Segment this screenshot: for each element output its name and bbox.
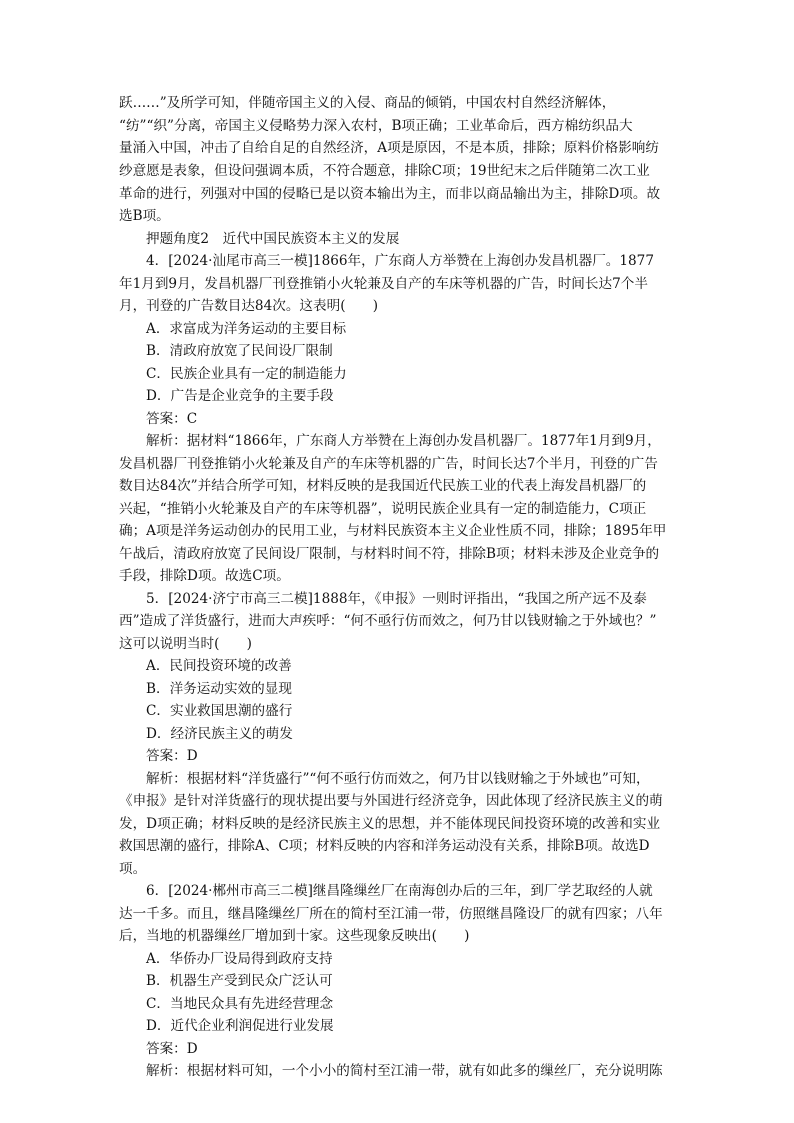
text-line: 救国思潮的盛行，排除A、C项；材料反映的内容和洋务运动没有关系，排除B项。故选D bbox=[119, 838, 650, 854]
text-line: 数目达84次”并结合所学可知，材料反映的是我国近代民族工业的代表上海发昌机器厂的 bbox=[119, 478, 647, 494]
text-line: 确；A项是洋务运动创办的民用工业，与材料民族资本主义企业性质不同，排除；1895年甲 bbox=[119, 523, 667, 539]
text-line: 项。 bbox=[119, 861, 147, 877]
question-4-stem: 4．[2024·汕尾市高三一模]1866年，广东商人方举赞在上海创办发昌机器厂。1877 bbox=[146, 253, 654, 269]
option-d: D．广告是企业竞争的主要手段 bbox=[146, 388, 334, 404]
text-line: 这可以说明当时( ) bbox=[119, 636, 252, 652]
answer-line: 答案：D bbox=[146, 1041, 198, 1057]
option-c: C．当地民众具有先进经营理念 bbox=[146, 996, 334, 1012]
answer-line: 答案：C bbox=[146, 411, 198, 427]
text-line: 《申报》是针对洋货盛行的现状提出要与外国进行经济竞争，因此体现了经济民族主义的萌 bbox=[119, 793, 663, 809]
option-a: A．求富成为洋务运动的主要目标 bbox=[146, 321, 347, 337]
option-b: B．清政府放宽了民间设厂限制 bbox=[146, 343, 333, 359]
text-line: “纺”“织”分离，帝国主义侵略势力深入农村，B项正确；工业革命后，西方棉纺织品大 bbox=[119, 118, 633, 134]
option-d: D．近代企业利润促进行业发展 bbox=[146, 1018, 334, 1034]
option-c: C．民族企业具有一定的制造能力 bbox=[146, 366, 347, 382]
section-heading: 押题角度2 近代中国民族资本主义的发展 bbox=[146, 231, 400, 247]
analysis-line: 解析：据材料“1866年，广东商人方举赞在上海创办发昌机器厂。1877年1月到9月， bbox=[146, 433, 661, 449]
text-line: 跃……”及所学可知，伴随帝国主义的入侵、商品的倾销，中国农村自然经济解体， bbox=[119, 95, 616, 111]
text-line: 后，当地的机器缫丝厂增加到十家。这些现象反映出( ) bbox=[119, 928, 470, 944]
option-d: D．经济民族主义的萌发 bbox=[146, 726, 293, 742]
text-line: 革命的进行，列强对中国的侵略已是以资本输出为主，而非以商品输出为主，排除D项。故 bbox=[119, 186, 661, 202]
option-a: A．华侨办厂设局得到政府支持 bbox=[146, 951, 333, 967]
analysis-line: 解析：根据材料可知，一个小小的简村至江浦一带，就有如此多的缫丝厂，充分说明陈 bbox=[146, 1063, 663, 1079]
text-line: 发，D项正确；材料反映的是经济民族主义的思想，并不能体现民间投资环境的改善和实业 bbox=[119, 816, 661, 832]
answer-line: 答案：D bbox=[146, 748, 198, 764]
text-line: 发昌机器厂刊登推销小火轮兼及自产的车床等机器的广告，时间长达7个半月，刊登的广告 bbox=[119, 456, 658, 472]
text-line: 西”造成了洋货盛行，进而大声疾呼：“何不亟行仿而效之，何乃甘以钱财输之于外域也？” bbox=[119, 613, 657, 629]
option-c: C．实业救国思潮的盛行 bbox=[146, 703, 293, 719]
option-b: B．洋务运动实效的显现 bbox=[146, 681, 292, 697]
option-b: B．机器生产受到民众广泛认可 bbox=[146, 973, 333, 989]
text-line: 月，刊登的广告数目达84次。这表明( ) bbox=[119, 298, 378, 314]
text-line: 兴起，“推销小火轮兼及自产的车床等机器”，说明民族企业具有一定的制造能力，C项正 bbox=[119, 501, 647, 517]
question-6-stem: 6．[2024·郴州市高三二模]继昌隆缫丝厂在南海创办后的三年，到厂学艺取经的人就 bbox=[146, 883, 653, 899]
option-a: A．民间投资环境的改善 bbox=[146, 658, 292, 674]
text-line: 年1月到9月，发昌机器厂刊登推销小火轮兼及自产的车床等机器的广告，时间长达7个半 bbox=[119, 276, 648, 292]
analysis-line: 解析：根据材料“洋货盛行”“何不亟行仿而效之，何乃甘以钱财输之于外域也”可知， bbox=[146, 771, 650, 787]
text-line: 量涌入中国，冲击了自给自足的自然经济，A项是原因，不是本质，排除；原料价格影响纺 bbox=[119, 140, 659, 156]
question-5-stem: 5．[2024·济宁市高三二模]1888年，《申报》一则时评指出，“我国之所产远不及泰 bbox=[146, 591, 647, 607]
text-line: 达一千多。而且，继昌隆缫丝厂所在的简村至江浦一带，仿照继昌隆设厂的就有四家；八年 bbox=[119, 906, 663, 922]
text-line: 午战后，清政府放宽了民间设厂限制，与材料时间不符，排除B项；材料未涉及企业竞争的 bbox=[119, 546, 660, 562]
text-line: 选B项。 bbox=[119, 208, 170, 224]
text-line: 纱意愿是表象，但设问强调本质，不符合题意，排除C项；19世纪末之后伴随第二次工业 bbox=[119, 163, 650, 179]
text-line: 手段，排除D项。故选C项。 bbox=[119, 568, 290, 584]
